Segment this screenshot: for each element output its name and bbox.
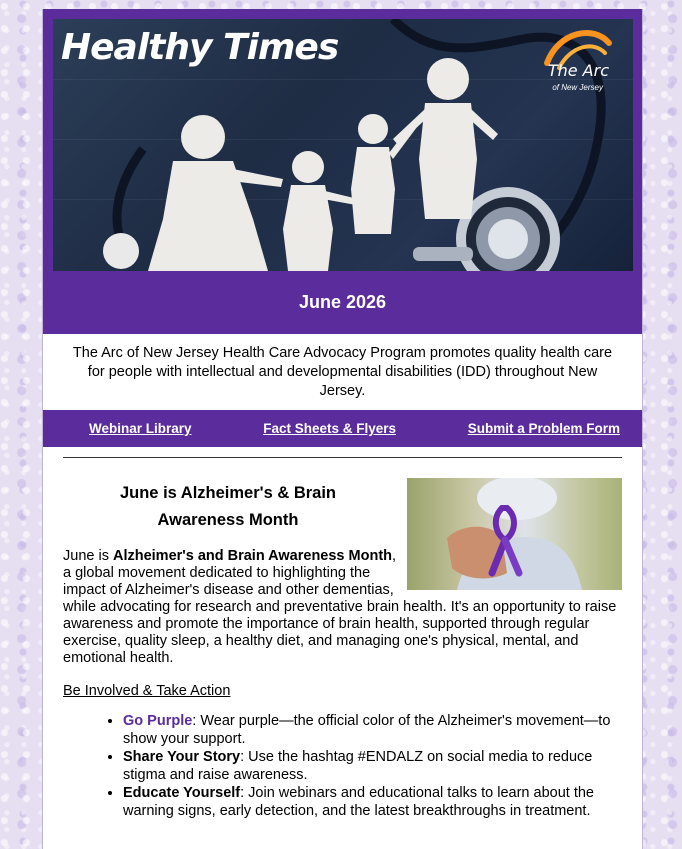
newsletter-container	[42, 9, 643, 849]
header-frame	[43, 9, 642, 334]
webinar-library-link[interactable]: Webinar Library	[89, 421, 192, 436]
go-purple-link[interactable]: Go Purple	[123, 713, 193, 729]
take-action-heading: Be Involved & Take Action	[63, 683, 231, 699]
issue-date: June 2026	[298, 292, 387, 312]
org-logo-subtitle: of New Jersey	[552, 83, 603, 92]
newsletter-title: Healthy Times	[61, 27, 339, 68]
article-title: June is Alzheimer's & Brain Awareness Month	[119, 484, 337, 529]
list-item: • Share Your Story: Use the hashtag #ENDALZ on social media to reduce stigma and raise awareness.	[123, 748, 622, 784]
program-intro: The Arc of New Jersey Health Care Advocacy Program promotes quality health care for people with intellectual and developmental disabilities (IDD) throughout New Jersey.	[72, 345, 613, 399]
submit-problem-form-link[interactable]: Submit a Problem Form	[467, 421, 620, 436]
action-list	[63, 712, 622, 820]
resource-nav	[43, 410, 642, 447]
list-item: • Educate Yourself: Join webinars and educational talks to learn about the warning signs, early detection, and the latest breakthroughs in treatment.	[123, 784, 622, 820]
hero-banner	[53, 19, 633, 271]
purple-ribbon-image	[407, 478, 622, 590]
org-logo-name: The Arc	[547, 61, 609, 80]
article-paragraph: June is Alzheimer's and Brain Awareness Month, a global movement dedicated to highlighting the impact of Alzheimer's disease and other dementias, while advocating for research and preventative brain health. It's an opportunity to raise awareness and promote the importance of brain health, supported through regular exercise, quality sleep, a healthy diet, and managing one's physical, mental, and emotional health.	[63, 548, 617, 666]
list-item: • Go Purple: Wear purple—the official color of the Alzheimer's movement—to show your support.	[123, 712, 622, 748]
alzheimers-article	[43, 458, 642, 820]
fact-sheets-link[interactable]: Fact Sheets & Flyers	[263, 421, 397, 436]
